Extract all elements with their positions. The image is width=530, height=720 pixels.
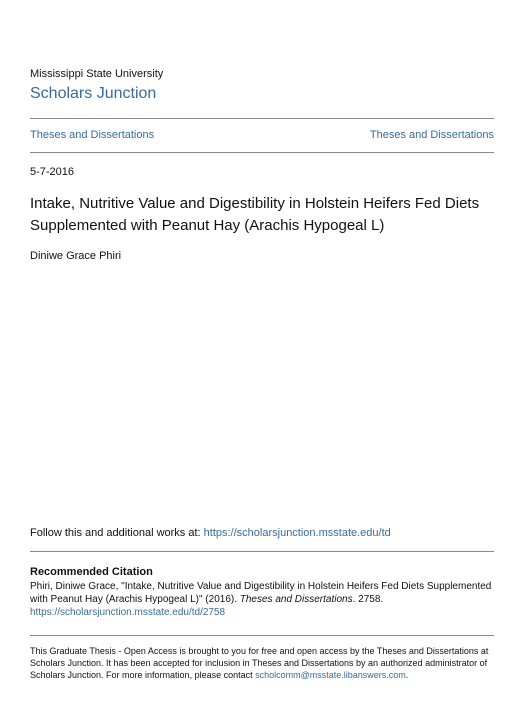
top-divider: [30, 118, 494, 119]
contact-email-link[interactable]: scholcomm@msstate.libanswers.com: [255, 670, 406, 680]
open-access-notice: [30, 645, 500, 681]
series-link-right[interactable]: Theses and Dissertations: [369, 129, 494, 141]
citation-url-link[interactable]: https://scholarsjunction.msstate.edu/td/2758: [30, 607, 226, 618]
recommended-citation-heading: Recommended Citation: [30, 566, 153, 578]
citation-journal: Theses and Dissertations: [239, 594, 353, 605]
author-name: Diniwe Grace Phiri: [30, 250, 122, 262]
collection-url-link[interactable]: https://scholarsjunction.msstate.edu/td: [203, 527, 391, 539]
repository-link[interactable]: Scholars Junction: [30, 85, 157, 102]
notice-end: .: [405, 670, 409, 680]
recommended-citation-text: [30, 580, 500, 619]
university-name: Mississippi State University: [30, 68, 164, 80]
citation-body: Phiri, Diniwe Grace, "Intake, Nutritive Value and Digestibility in Holstein Heifers Fed Diets Supplemented with Peanut Hay (Arachis Hypogeal L)" (2016).: [30, 581, 492, 605]
follow-prefix: Follow this and additional works at:: [30, 527, 204, 539]
citation-number: . 2758.: [352, 594, 384, 605]
notice-divider: [30, 635, 494, 636]
citation-divider: [30, 551, 494, 552]
publication-date: 5-7-2016: [30, 166, 75, 178]
notice-text: This Graduate Thesis - Open Access is brought to you for free and open access by the Theses and Dissertations at Scholars Junction. It has been accepted for inclusion in Theses and Dissertations by an authorized administrator of Scholars Junction. For more information, please contact: [30, 646, 489, 680]
series-divider: [30, 152, 494, 153]
follow-line: [30, 527, 391, 539]
series-link-left[interactable]: Theses and Dissertations: [30, 129, 155, 141]
document-title: Intake, Nutritive Value and Digestibility in Holstein Heifers Fed Diets Supplemented with Peanut Hay (Arachis Hypogeal L): [30, 195, 480, 234]
